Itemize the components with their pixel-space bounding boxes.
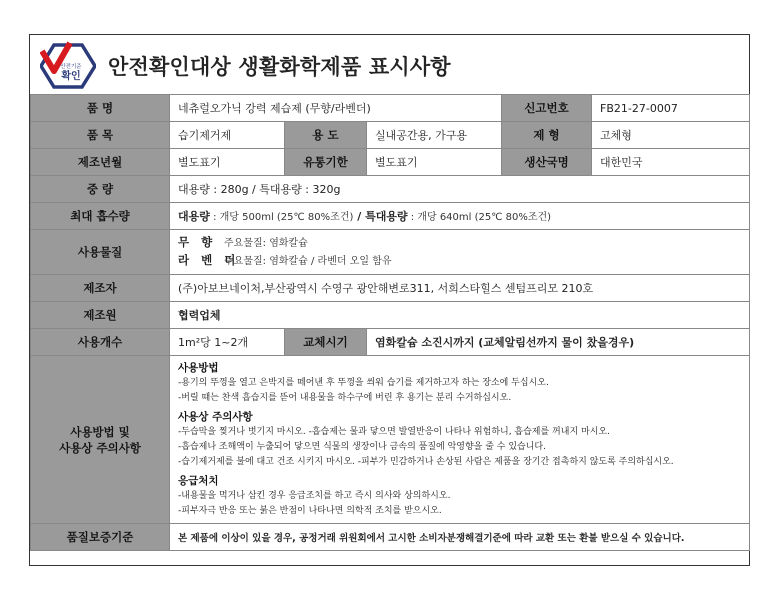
materials-label: 사용물질 [31,230,170,275]
count-label: 사용개수 [31,329,170,356]
country-value: 대한민국 [592,149,750,176]
table-row [31,275,750,302]
first-aid-heading: 응급처치 [178,474,219,487]
capacity-large-value: : 개당 500ml (25℃ 80%조건) [209,212,354,223]
manufacture-date-label: 제조년월 [31,149,170,176]
header [30,35,749,95]
form-value: 고체형 [592,122,750,149]
report-number-value: FB21-27-0007 [592,95,750,122]
category-value: 습기제거제 [170,122,285,149]
usage-line: -버릴 때는 찬색 흡습지를 뜯어 내용물을 하수구에 버린 후 용기는 분리 수거하십시오. [178,392,512,403]
maker-value: (주)아보브네이처,부산광역시 수영구 광안해변로311, 서희스타힐스 센텀프리모 210호 [170,275,750,302]
logo-text: 확인 [61,71,81,82]
label-frame [29,34,750,566]
usage-value [170,356,750,524]
origin-label: 제조원 [31,302,170,329]
origin-value: 협력업체 [170,302,750,329]
first-aid-line: -피부자극 반응 또는 붉은 반점이 나타나면 의학적 조치를 받으시오. [178,505,442,516]
product-name-value: 네츄럴오가닉 강력 제습제 (무향/라벤더) [170,95,502,122]
usage-heading: 사용방법 [178,361,219,374]
manufacture-date-value: 별도표기 [170,149,285,176]
replace-label: 교체시기 [285,329,367,356]
report-number-label: 신고번호 [502,95,592,122]
materials-lavender-value: 주요물질: 염화칼슘 / 라벤더 오일 함유 [224,256,392,267]
capacity-sep: / [353,210,366,223]
caution-line: -두습막을 찢거나 벗기지 마시오. -흡습제는 물과 닿으면 발열반응이 나타나 위험하니, 흡습제를 꺼내지 마시오. [178,426,610,437]
form-label: 제 형 [502,122,592,149]
table-row [31,122,750,149]
caution-line: -습기제거제를 불에 대고 건조 시키지 마시오. -피부가 민감하거나 손상된 사람은 제품을 장기간 접촉하지 않도록 주의하십시오. [178,456,674,467]
materials-lavender-key: 라 벤 더 [178,253,240,267]
count-value: 1m²당 1~2개 [170,329,285,356]
expiry-value: 별도표기 [367,149,502,176]
safety-check-logo-icon [40,41,96,91]
caution-heading: 사용상 주의사항 [178,410,253,423]
table-row [31,524,750,551]
usage-label [31,356,170,524]
capacity-xlarge-label: 특대용량 [365,210,408,223]
table-row [31,149,750,176]
capacity-value [170,203,750,230]
weight-value: 대용량 : 280g / 특대용량 : 320g [170,176,750,203]
product-name-label: 품 명 [31,95,170,122]
usage-line: -용기의 뚜껑을 열고 은박지를 떼어낸 후 뚜껑을 씌워 습기를 제거하고자 하는 장소에 두십시오. [178,377,549,388]
table-row [31,176,750,203]
materials-unscented-key: 무 향 [178,235,217,249]
table-row [31,356,750,524]
table-row [31,203,750,230]
country-label: 생산국명 [502,149,592,176]
capacity-large-label: 대용량 [178,210,210,223]
category-label: 품 목 [31,122,170,149]
use-value: 실내공간용, 가구용 [367,122,502,149]
page-title: 안전확인대상 생활화학제품 표시사항 [108,55,451,79]
maker-label: 제조자 [31,275,170,302]
first-aid-line: -내용물을 먹거나 삼킨 경우 응급조치를 하고 즉시 의사와 상의하시오. [178,490,451,501]
materials-unscented-value: 주요물질: 염화칼슘 [224,238,308,249]
table-row [31,95,750,122]
usage-label-line2: 사용상 주의사항 [59,440,141,455]
expiry-label: 유통기한 [285,149,367,176]
use-label: 용 도 [285,122,367,149]
table-row [31,302,750,329]
logo-small-text: 안전기준 [60,64,82,70]
weight-label: 중 량 [31,176,170,203]
capacity-label: 최대 흡수량 [31,203,170,230]
table-row [31,230,750,275]
caution-line: -흡습제나 조해액이 누출되어 닿으면 식물의 생장이나 금속의 품질에 악영향을 줄 수 있습니다. [178,441,546,452]
quality-value: 본 제품에 이상이 있을 경우, 공정거래 위원회에서 고시한 소비자분쟁해결기준에 따라 교환 또는 환불 받으실 수 있습니다. [170,524,750,551]
usage-label-line1: 사용방법 및 [70,424,130,439]
table-row [31,329,750,356]
quality-label: 품질보증기준 [31,524,170,551]
capacity-xlarge-value: : 개당 640ml (25℃ 80%조건) [407,212,552,223]
info-table [30,94,750,551]
materials-value [170,230,750,275]
replace-value: 염화칼슘 소진시까지 (교체알림선까지 물이 찼을경우) [367,329,750,356]
